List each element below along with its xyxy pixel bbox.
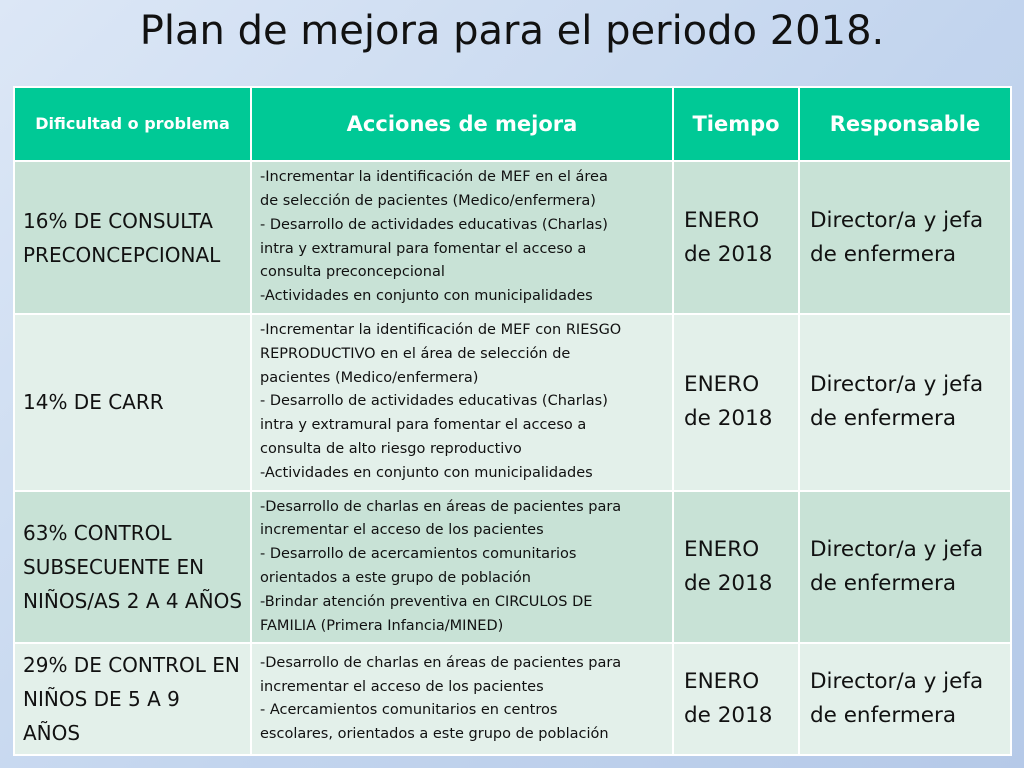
action-line: -Desarrollo de charlas en áreas de pacientes para	[260, 498, 622, 515]
header-acciones: Acciones de mejora	[251, 87, 673, 161]
header-responsable: Responsable	[799, 87, 1011, 161]
action-line: -Desarrollo de charlas en áreas de pacientes para	[260, 654, 622, 671]
improvement-plan-table	[13, 86, 1012, 756]
action-line: -Actividades en conjunto con municipalidades	[260, 288, 593, 305]
action-line: orientados a este grupo de población	[260, 569, 531, 586]
cell-tiempo: ENERO de 2018	[673, 314, 799, 491]
table-row	[14, 161, 1011, 314]
header-dificultad: Dificultad o problema	[14, 87, 251, 161]
action-line: -Incrementar la identificación de MEF en el área	[260, 169, 608, 186]
table-header-row	[14, 87, 1011, 161]
slide-title: Plan de mejora para el periodo 2018.	[139, 8, 885, 54]
action-line: FAMILIA (Primera Infancia/MINED)	[260, 617, 504, 634]
cell-acciones	[251, 643, 673, 755]
cell-tiempo: ENERO de 2018	[673, 161, 799, 314]
action-line: - Desarrollo de acercamientos comunitarios	[260, 546, 577, 563]
action-line: - Acercamientos comunitarios en centros	[260, 702, 558, 719]
cell-dificultad: 63% CONTROL SUBSECUENTE EN NIÑOS/AS 2 A 4 AÑOS	[14, 491, 251, 644]
action-line: escolares, orientados a este grupo de población	[260, 726, 609, 743]
action-line: de selección de pacientes (Medico/enfermera)	[260, 192, 596, 209]
cell-responsable: Director/a y jefa de enfermera	[799, 643, 1011, 755]
cell-acciones	[251, 161, 673, 314]
action-line: -Brindar atención preventiva en CIRCULOS DE	[260, 593, 593, 610]
action-line: consulta preconcepcional	[260, 264, 445, 281]
action-line: incrementar el acceso de los pacientes	[260, 522, 544, 539]
action-line: consulta de alto riesgo reproductivo	[260, 440, 522, 457]
cell-dificultad: 14% DE CARR	[14, 314, 251, 491]
table-row	[14, 643, 1011, 755]
action-line: - Desarrollo de actividades educativas (Charlas)	[260, 393, 608, 410]
table-row	[14, 314, 1011, 491]
table-row	[14, 491, 1011, 644]
cell-responsable: Director/a y jefa de enfermera	[799, 491, 1011, 644]
action-line: REPRODUCTIVO en el área de selección de	[260, 345, 571, 362]
action-line: - Desarrollo de actividades educativas (Charlas)	[260, 216, 608, 233]
cell-dificultad: 29% DE CONTROL EN NIÑOS DE 5 A 9 AÑOS	[14, 643, 251, 755]
cell-responsable: Director/a y jefa de enfermera	[799, 314, 1011, 491]
action-line: incrementar el acceso de los pacientes	[260, 678, 544, 695]
action-line: intra y extramural para fomentar el acceso a	[260, 240, 587, 257]
cell-tiempo: ENERO de 2018	[673, 491, 799, 644]
cell-acciones	[251, 314, 673, 491]
cell-acciones	[251, 491, 673, 644]
action-line: pacientes (Medico/enfermera)	[260, 369, 479, 386]
cell-dificultad: 16% DE CONSULTA PRECONCEPCIONAL	[14, 161, 251, 314]
header-tiempo: Tiempo	[673, 87, 799, 161]
action-line: intra y extramural para fomentar el acceso a	[260, 417, 587, 434]
action-line: -Incrementar la identificación de MEF con RIESGO	[260, 322, 622, 338]
cell-responsable: Director/a y jefa de enfermera	[799, 161, 1011, 314]
cell-tiempo: ENERO de 2018	[673, 643, 799, 755]
action-line: -Actividades en conjunto con municipalidades	[260, 464, 593, 481]
